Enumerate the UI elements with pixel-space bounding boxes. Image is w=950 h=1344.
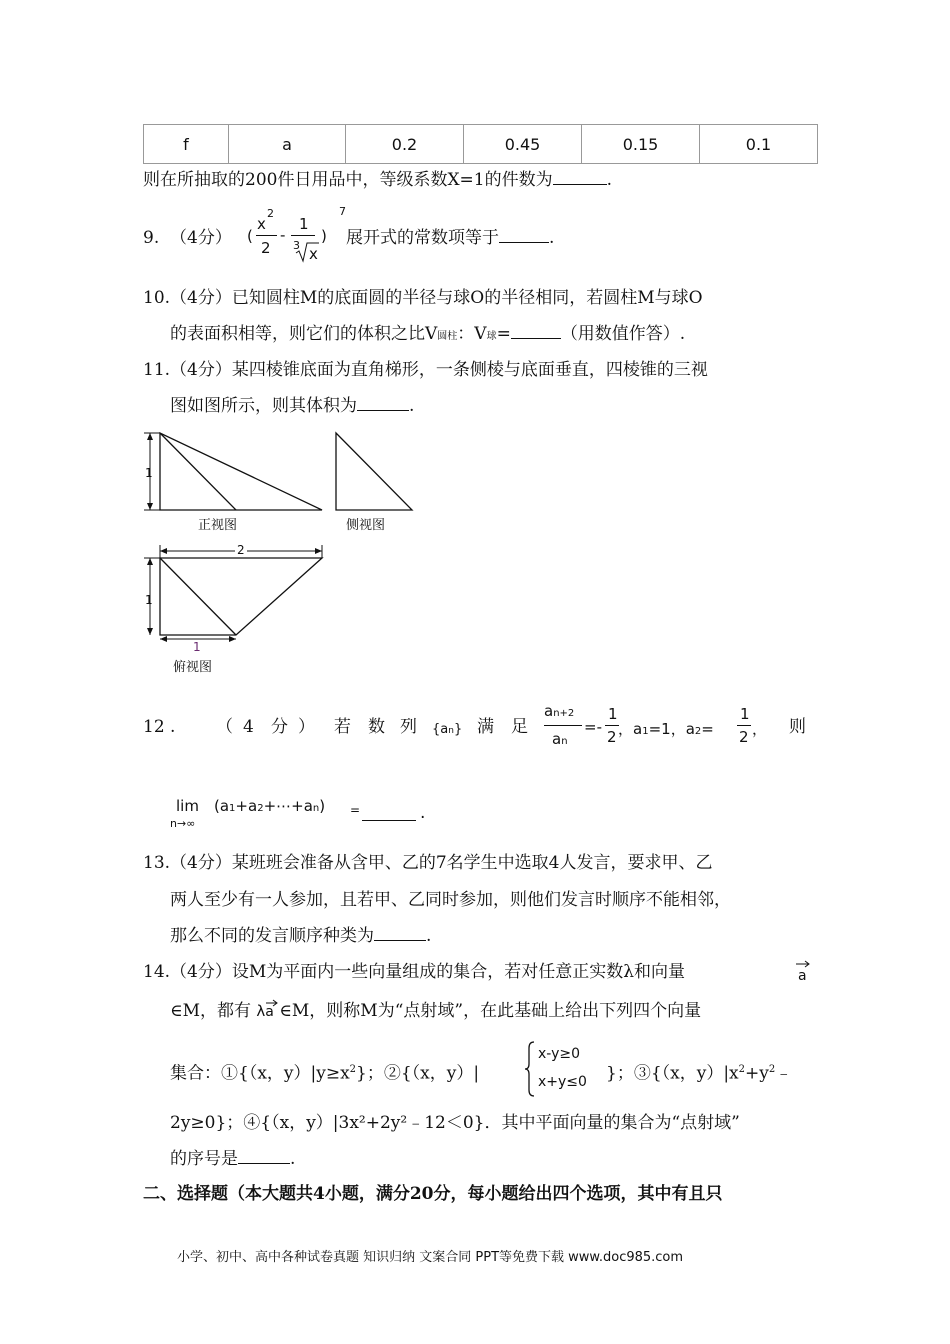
- q10-text-c: =: [496, 324, 511, 344]
- sum-open: (a: [214, 797, 230, 815]
- sum-dots: +⋯+a: [263, 797, 313, 815]
- answer-blank: [374, 939, 426, 941]
- subscript: n+2: [553, 708, 575, 719]
- fraction-bar: [291, 235, 315, 236]
- sum-close: ): [319, 797, 326, 815]
- half-numerator: 1: [740, 705, 750, 723]
- answer-blank: [357, 409, 409, 411]
- equals: =: [350, 803, 361, 817]
- q13-line1: 13.（4分）某班班会准备从含甲、乙的7名学生中选取4人发言，要求甲、乙: [143, 853, 713, 873]
- q14-line3-tail: [606, 1065, 792, 1083]
- lambda-symbol: λ: [256, 1002, 266, 1020]
- q10-text-b: ：V: [457, 324, 487, 344]
- q14-text-e: }；③{（x，y）|x: [606, 1063, 739, 1084]
- q9-text: 展开式的常数项等于: [346, 228, 499, 248]
- section-heading: 二、选择题（本大题共4小题，满分20分，每小题给出四个选项，其中有且只: [143, 1184, 723, 1204]
- fraction-bar: [605, 725, 619, 726]
- q14-text-c: 集合：①{（x，y）|y≥x: [170, 1063, 350, 1084]
- q9-number: 9.: [143, 228, 160, 248]
- side-view: [336, 433, 412, 510]
- subscript: 1: [229, 803, 236, 814]
- q14-line5: 的序号是 .: [170, 1149, 296, 1169]
- q12-word: 列: [400, 717, 417, 737]
- seq-text: {a: [432, 722, 449, 737]
- superscript: 2: [349, 1064, 357, 1075]
- front-view-label: 正视图: [198, 518, 238, 533]
- frac-numerator-one: 1: [299, 215, 309, 233]
- q12-score-open: （: [216, 717, 233, 737]
- q12-number: 12 .: [143, 717, 176, 737]
- q12-word: 数: [368, 717, 385, 737]
- top-bottom-label: 1: [193, 640, 201, 654]
- table-cell: 0.2: [346, 125, 464, 164]
- q14-line4: 2y≥0}；④{（x，y）|3x²+2y²﹣12＜0}．其中平面向量的集合为“点射域”: [170, 1113, 740, 1133]
- a-symbol: a: [552, 730, 562, 748]
- q9-label: [143, 230, 232, 247]
- cube-root-index: 3: [293, 239, 300, 252]
- top-view-label: 俯视图: [173, 660, 213, 675]
- q9-score: （4分）: [170, 228, 232, 248]
- table-cell: 0.15: [582, 125, 700, 164]
- q14-line2: [170, 1003, 701, 1020]
- comma: ，: [752, 720, 768, 738]
- frac-den: [552, 730, 568, 748]
- a1-term: [618, 718, 714, 739]
- subscript: n: [312, 803, 320, 814]
- side-view-label: 侧视图: [346, 518, 386, 533]
- half-denominator: 2: [607, 728, 617, 746]
- q10-line1: 10.（4分）已知圆柱M的底面圆的半径与球O的半径相同，若圆柱M与球O: [143, 288, 703, 308]
- q12-word: 满: [477, 717, 494, 737]
- paren-close: ): [321, 227, 327, 245]
- q10-text-d: （用数值作答）.: [560, 324, 686, 344]
- q12-word-then: 则: [789, 717, 806, 737]
- q11-line2: 图如图所示，则其体积为 .: [170, 396, 415, 416]
- subscript: 2: [257, 803, 264, 814]
- answer-blank: [238, 1162, 290, 1164]
- a1-value: =1，a: [648, 720, 695, 738]
- table-cell: f: [144, 125, 229, 164]
- frequency-table: [143, 124, 818, 164]
- radicand: x: [309, 245, 318, 263]
- table-row: [144, 125, 818, 164]
- vector-a-letter: a: [265, 1004, 274, 1020]
- lim-subscript: n→∞: [170, 817, 196, 830]
- q13-line2: 两人至少有一人参加，且若甲、乙同时参加，则他们发言时顺序不能相邻，: [170, 890, 731, 910]
- q12-sequence: [432, 722, 462, 737]
- q12-score-close: ）: [298, 717, 315, 737]
- seq-close: }: [453, 722, 463, 737]
- q13-text: 那么不同的发言顺序种类为: [170, 926, 374, 946]
- q11-line1: 11.（4分）某四棱锥底面为直角梯形，一条侧棱与底面垂直，四棱锥的三视: [143, 360, 708, 380]
- a1-text: ，a: [618, 720, 643, 738]
- q12-header: [143, 719, 175, 736]
- q9-expression: [247, 203, 357, 273]
- q12-score-number: 4: [243, 717, 254, 737]
- front-height-label: 1: [145, 466, 153, 480]
- superscript: 2: [768, 1064, 776, 1075]
- fraction-bar: [256, 235, 277, 236]
- vector-a: [265, 1005, 279, 1019]
- table-cell: 0.1: [700, 125, 818, 164]
- q8-tail: 则在所抽取的200件日用品中，等级系数X=1的件数为 .: [143, 170, 613, 190]
- table-cell: 0.45: [464, 125, 582, 164]
- three-views-figure: [138, 425, 428, 680]
- superscript: 2: [738, 1064, 746, 1075]
- table-cell: a: [229, 125, 346, 164]
- answer-blank: [362, 819, 416, 821]
- a-symbol: a: [544, 702, 554, 720]
- q12-word: 若: [334, 717, 351, 737]
- frac-denominator: 2: [261, 239, 271, 257]
- limit-sum: [214, 797, 325, 815]
- q13-line3: 那么不同的发言顺序种类为 .: [170, 926, 432, 946]
- q14-text-b: ∈M，则称M为“点射域”，在此基础上给出下列四个向量: [279, 1001, 702, 1021]
- vector-arrow-icon: [795, 960, 811, 968]
- exponent: 7: [339, 205, 346, 218]
- q12-score-unit: 分: [271, 717, 288, 737]
- q10-text-a: 的表面积相等，则它们的体积之比V: [170, 324, 438, 344]
- top-view: [144, 545, 322, 642]
- frac-numerator: x: [257, 215, 266, 233]
- q14-line3: [170, 1065, 479, 1083]
- q14-text: 的序号是: [170, 1149, 238, 1169]
- sum-plus: +a: [235, 797, 258, 815]
- subscript: n: [448, 726, 454, 736]
- q14-text-f: +y: [745, 1063, 769, 1084]
- q12-condition: [544, 702, 794, 762]
- vector-arrow-icon: [265, 999, 279, 1007]
- subscript: 2: [694, 726, 702, 737]
- superscript: 2: [267, 207, 274, 220]
- q14-text-a: ∈M，都有: [170, 1001, 251, 1021]
- top-width-label: 2: [237, 543, 245, 557]
- half-numerator: 1: [608, 705, 618, 723]
- equals-neg: =-: [584, 718, 602, 736]
- subscript: 圆柱: [437, 331, 458, 342]
- frac-num: [544, 702, 574, 720]
- half-denominator: 2: [739, 728, 749, 746]
- lim-symbol: lim: [176, 797, 199, 815]
- subscript: 1: [642, 726, 649, 737]
- q10-line2: [170, 326, 685, 343]
- subscript: n: [561, 736, 568, 747]
- subscript: 球: [486, 331, 497, 342]
- q11-text: 图如图所示，则其体积为: [170, 396, 357, 416]
- q12-limit: [170, 797, 440, 837]
- a2-eq: =: [701, 720, 714, 738]
- answer-blank: [511, 337, 561, 339]
- inequality-system: [524, 1040, 604, 1098]
- top-height-label: 1: [145, 593, 153, 607]
- q14-text-d: }；②{（x，y）|: [356, 1063, 480, 1084]
- answer-blank: [499, 241, 549, 243]
- fraction-bar: [737, 725, 751, 726]
- answer-blank: [553, 183, 607, 185]
- page-footer: 小学、初中、高中各种试卷真题 知识归纳 文案合同 PPT等免费下载 www.doc985.com: [177, 1250, 684, 1265]
- q9-tail: 展开式的常数项等于 .: [346, 228, 555, 248]
- vector-a-letter: a: [798, 968, 807, 984]
- minus-sign: -: [280, 226, 286, 244]
- vector-a: [795, 960, 811, 986]
- q14-line1: 14.（4分）设M为平面内一些向量组成的集合，若对任意正实数λ和向量: [143, 962, 686, 982]
- q12-word: 足: [511, 717, 528, 737]
- inequality-1: x-y≥0: [538, 1046, 581, 1062]
- q8-text: 则在所抽取的200件日用品中，等级系数X=1的件数为: [143, 170, 553, 190]
- period: .: [420, 803, 426, 823]
- q14-text-g: ﹣: [775, 1063, 793, 1084]
- inequality-2: x+y≤0: [538, 1074, 587, 1090]
- front-view: [144, 433, 322, 510]
- paren-open: (: [247, 227, 253, 245]
- fraction-bar: [544, 725, 582, 726]
- left-brace-icon: [524, 1040, 536, 1098]
